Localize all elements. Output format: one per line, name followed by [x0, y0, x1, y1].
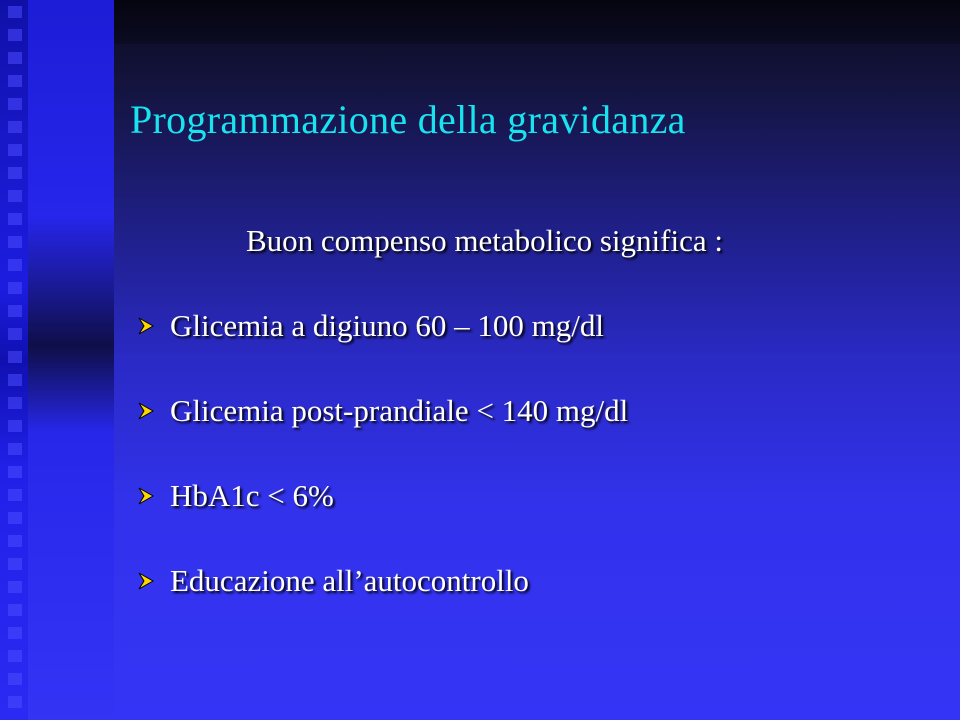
decorative-square — [8, 351, 22, 363]
decorative-square — [8, 466, 22, 478]
decorative-square — [8, 627, 22, 639]
decorative-square — [8, 535, 22, 547]
decorative-square — [8, 512, 22, 524]
bullet-text: Educazione all’autocontrollo — [170, 563, 529, 598]
decorative-square — [8, 144, 22, 156]
decorative-square — [8, 52, 22, 64]
decorative-square — [8, 6, 22, 18]
decorative-square — [8, 558, 22, 570]
decorative-square — [8, 98, 22, 110]
decorative-square — [8, 397, 22, 409]
decorative-square — [8, 121, 22, 133]
slide-subtitle: Buon compenso metabolico significa : — [246, 223, 723, 258]
decorative-squares-column — [6, 0, 26, 720]
top-band-decoration — [0, 0, 960, 44]
bullet-text: Glicemia a digiuno 60 – 100 mg/dl — [170, 308, 604, 343]
decorative-square — [8, 259, 22, 271]
left-strip-gradient — [28, 0, 114, 720]
bullet-item-1 — [136, 308, 604, 344]
decorative-square — [8, 29, 22, 41]
decorative-square — [8, 167, 22, 179]
decorative-square — [8, 673, 22, 685]
bullet-text: HbA1c < 6% — [170, 478, 334, 513]
left-strip-decoration — [0, 0, 114, 720]
decorative-square — [8, 305, 22, 317]
decorative-square — [8, 282, 22, 294]
decorative-square — [8, 213, 22, 225]
decorative-square — [8, 328, 22, 340]
decorative-square — [8, 604, 22, 616]
decorative-square — [8, 236, 22, 248]
arrowhead-bullet-icon — [136, 486, 156, 506]
arrowhead-bullet-icon — [136, 316, 156, 336]
decorative-square — [8, 420, 22, 432]
bullet-item-2 — [136, 393, 628, 429]
bullet-text: Glicemia post-prandiale < 140 mg/dl — [170, 393, 629, 428]
decorative-square — [8, 190, 22, 202]
arrowhead-bullet-icon — [136, 571, 156, 591]
decorative-square — [8, 696, 22, 708]
decorative-square — [8, 650, 22, 662]
bullet-item-4 — [136, 563, 529, 599]
decorative-square — [8, 374, 22, 386]
decorative-square — [8, 581, 22, 593]
decorative-square — [8, 443, 22, 455]
decorative-square — [8, 75, 22, 87]
decorative-square — [8, 489, 22, 501]
bullet-item-3 — [136, 478, 334, 514]
slide-title: Programmazione della gravidanza — [130, 97, 686, 142]
arrowhead-bullet-icon — [136, 401, 156, 421]
